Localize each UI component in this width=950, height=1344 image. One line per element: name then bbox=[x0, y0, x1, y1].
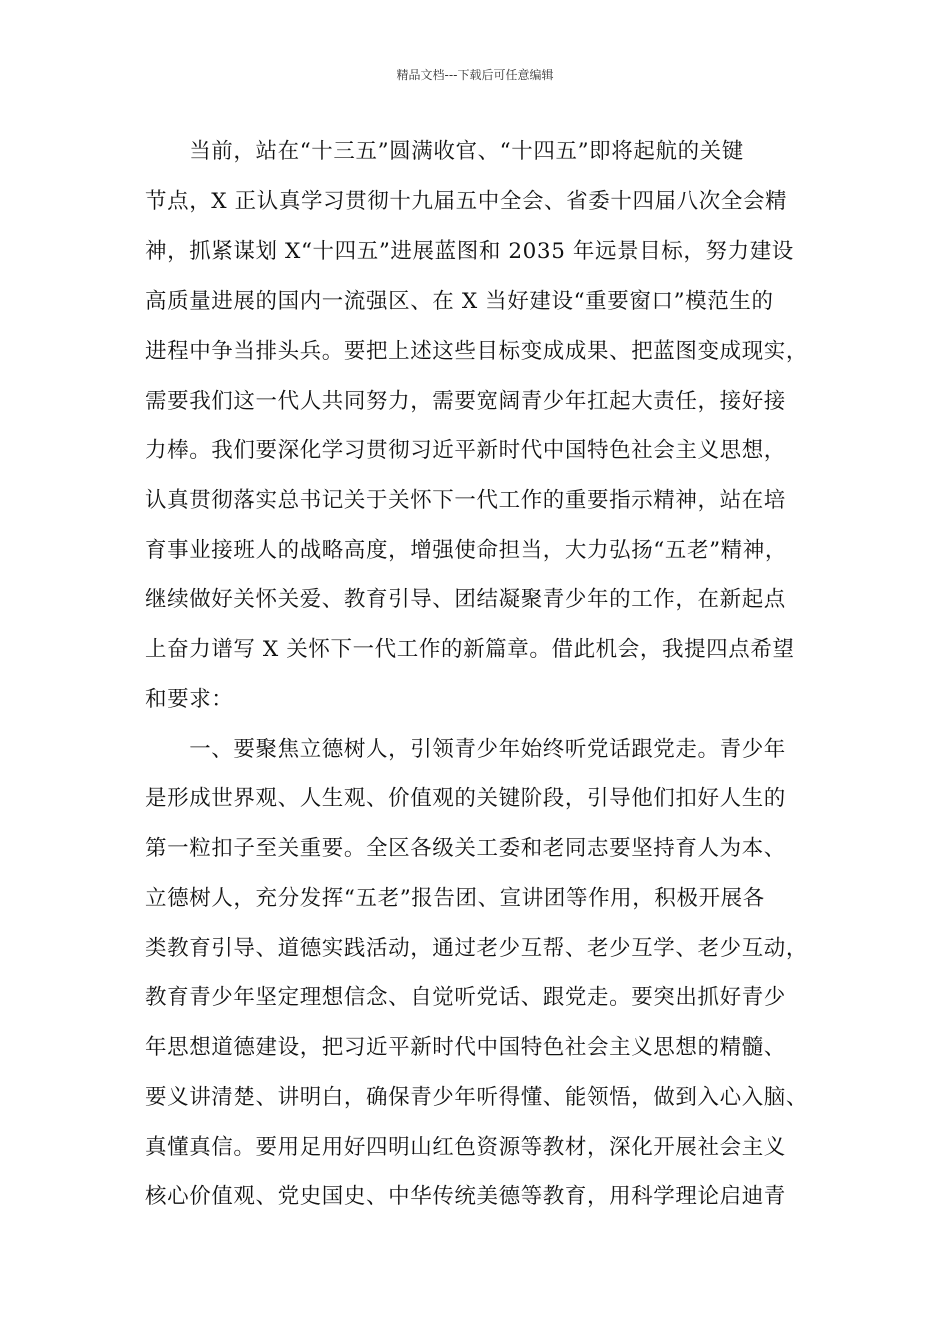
text-line: 和要求： bbox=[145, 687, 234, 712]
text-line: 当前，站在“十三五”圆满收官、“十四五”即将起航的关键 bbox=[145, 139, 744, 164]
text-line: 需要我们这一代人共同努力，需要宽阔青少年扛起大责任，接好接 bbox=[145, 389, 786, 414]
text-line: 高质量进展的国内一流强区、在 X 当好建设“重要窗口”模范生的 bbox=[145, 289, 774, 314]
text-line: 认真贯彻落实总书记关于关怀下一代工作的重要指示精神，站在培 bbox=[145, 488, 786, 513]
text-line: 真懂真信。要用足用好四明山红色资源等教材，深化开展社会主义 bbox=[145, 1135, 786, 1160]
text-line: 育事业接班人的战略高度，增强使命担当，大力弘扬“五老”精神， bbox=[145, 538, 787, 563]
text-line: 进程中争当排头兵。要把上述这些目标变成成果、把蓝图变成现实， bbox=[145, 339, 809, 364]
text-line: 第一粒扣子至关重要。全区各级关工委和老同志要坚持育人为本、 bbox=[145, 836, 786, 861]
text-line: 力棒。我们要深化学习贯彻习近平新时代中国特色社会主义思想， bbox=[145, 438, 786, 463]
text-line: 立德树人，充分发挥“五老”报告团、宣讲团等作用，积极开展各 bbox=[145, 886, 765, 911]
text-line: 类教育引导、道德实践活动，通过老少互帮、老少互学、老少互动， bbox=[145, 936, 809, 961]
text-line: 要义讲清楚、讲明白，确保青少年听得懂、能领悟，做到入心入脑、 bbox=[145, 1085, 809, 1110]
text-line: 一、要聚焦立德树人，引领青少年始终听党话跟党走。青少年 bbox=[145, 737, 786, 762]
text-line: 年思想道德建设，把习近平新时代中国特色社会主义思想的精髓、 bbox=[145, 1035, 786, 1060]
text-line: 是形成世界观、人生观、价值观的关键阶段，引导他们扣好人生的 bbox=[145, 786, 786, 811]
text-line: 教育青少年坚定理想信念、自觉听党话、跟党走。要突出抓好青少 bbox=[145, 985, 786, 1010]
page-header: 精品文档---下载后可任意编辑 bbox=[396, 68, 554, 82]
text-line: 上奋力谱写 X 关怀下一代工作的新篇章。借此机会，我提四点希望 bbox=[145, 637, 795, 662]
text-line: 核心价值观、党史国史、中华传统美德等教育，用科学理论启迪青 bbox=[145, 1184, 786, 1209]
text-line: 节点，X 正认真学习贯彻十九届五中全会、省委十四届八次全会精 bbox=[145, 189, 788, 214]
text-line: 继续做好关怀关爱、教育引导、团结凝聚青少年的工作，在新起点 bbox=[145, 587, 786, 612]
text-line: 神，抓紧谋划 X“十四五”进展蓝图和 2035 年远景目标，努力建设 bbox=[145, 239, 794, 264]
